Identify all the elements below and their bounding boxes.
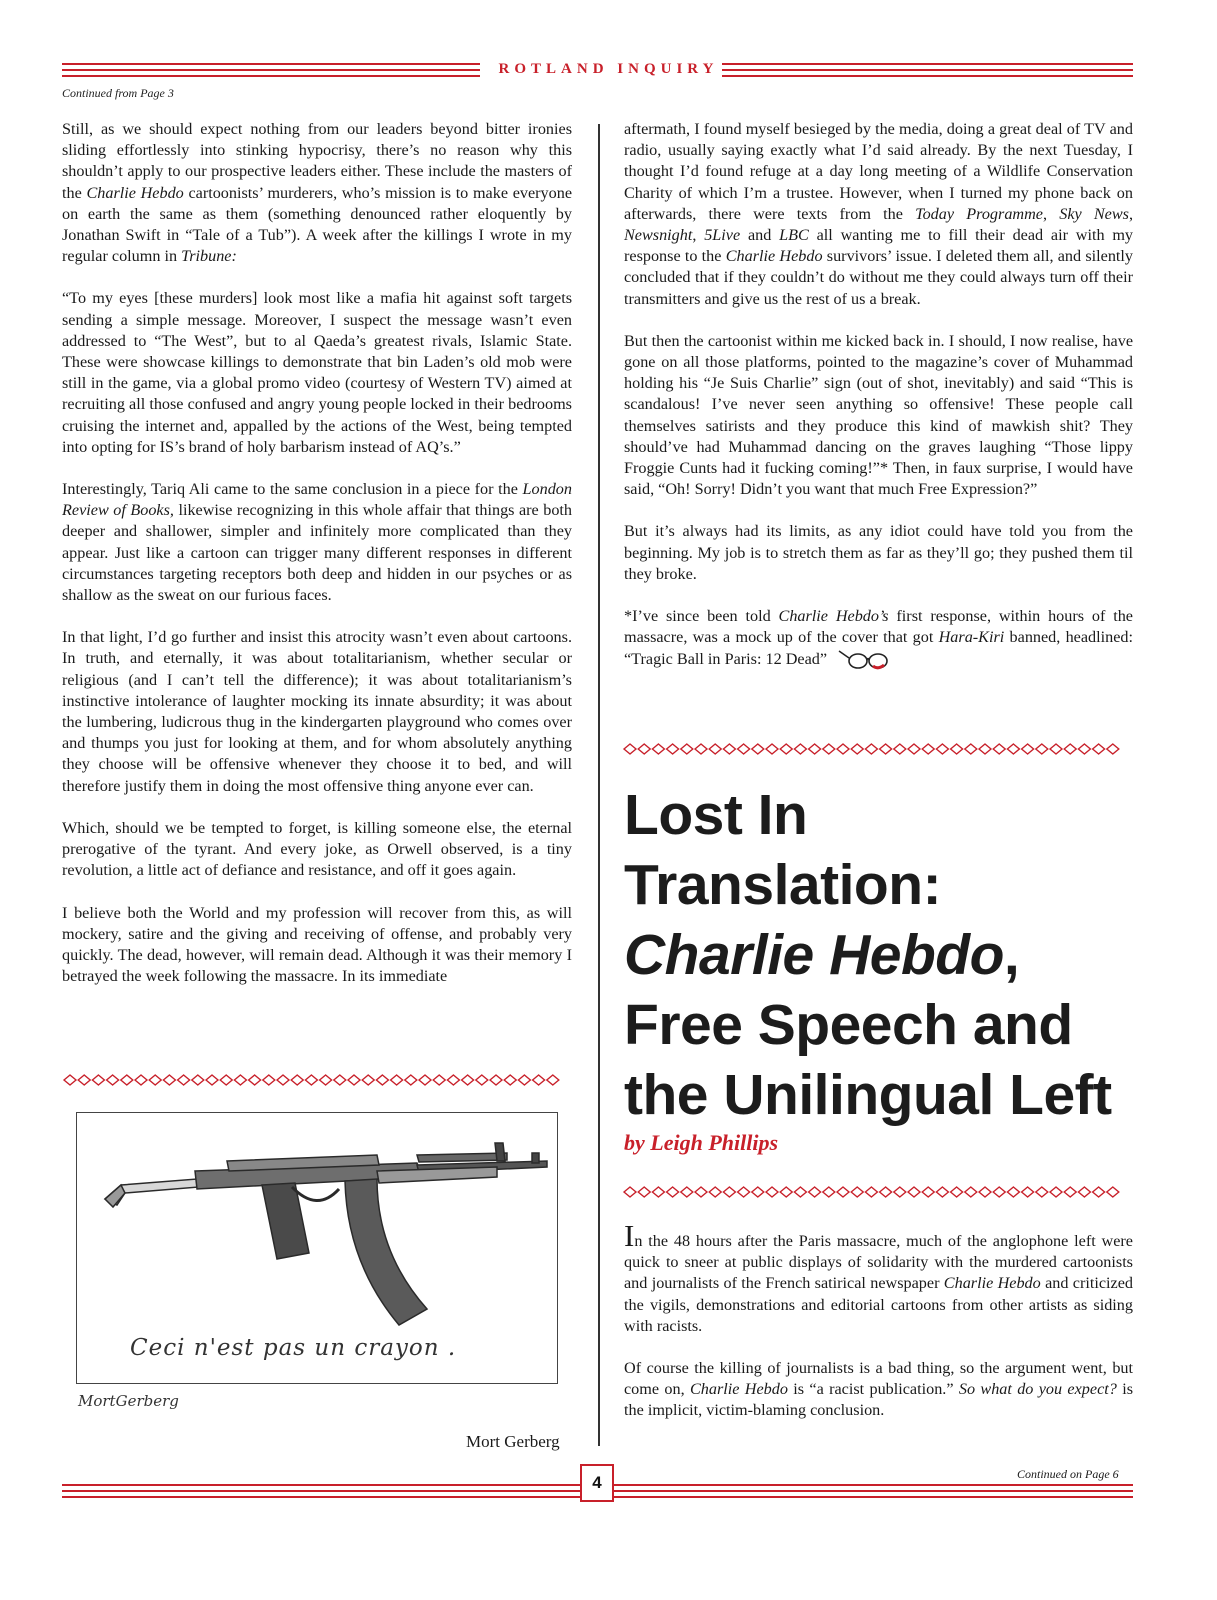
paragraph: In the 48 hours after the Paris massacre, much of the anglophone left were quick to sneer at public displays of solidarity with the murdered cartoonists and journalists of the French satirical newspaper Charlie Hebdo and criticized the vigils, demonstrations and editorial cartoons from other artists as siding with racists. [624,1218,1133,1335]
drop-cap: I [624,1218,635,1253]
left-column [62,119,572,1008]
paragraph: But then the cartoonist within me kicked back in. I should, I now realise, have gone on all those platforms, pointed to the magazine’s cover of Muhammad holding his “Je Suis Charlie” sign (out of shot, inevitably) and said “This is scandalous! I’ve never seen anything so offensive! These people call themselves satirists and they produce this kind of mawkish shit? They should’ve had Muhammad dancing on the graves laughing “Those lippy Froggie Cunts had it fucking coming!”* Then, in faux surprise, I would have said, “Oh! Sorry! Didn’t you want that much Free Expression?” [624,331,1133,499]
page-number: 4 [580,1464,614,1502]
paragraph: *I’ve since been told Charlie Hebdo’s first response, within hours of the massacre, was a mock up of the cover that got Hara-Kiri banned, headlined: “Tragic Ball in Paris: 12 Dead” [624,607,1134,669]
artist-signature: MortGerberg [78,1392,179,1410]
cartoon-caption: Ceci n'est pas un crayon . [130,1335,457,1361]
paragraph: Which, should we be tempted to forget, is killing someone else, the eternal prerogative of the tyrant. And every joke, as Orwell observed, is a tiny revolution, a little act of defiance and resistance, and off it goes again. [62,818,572,880]
paragraph: But it’s always had its limits, as any idiot could have told you from the beginning. My job is to stretch them as far as they’ll go; they pushed them til they broke. [624,522,1133,583]
paragraph: I believe both the World and my profession will recover from this, as will mockery, satire and the giving and receiving of offense, and probably very quickly. The dead, however, will remain dead. Although it was their memory I betrayed the week following the massacre. In its immediate [62,903,572,986]
paragraph: aftermath, I found myself besieged by the media, doing a great deal of TV and radio, usually saying exactly what I’d said already. By the next Tuesday, I thought I’d found refuge at a day long meeting of a Wildlife Conservation Charity of which I’m a trustee. However, when I turned my phone back on afterwards, there were texts from the Today Programme, Sky News, Newsnight, 5Live and LBC all wanting me to fill their dead air with my response to the Charlie Hebdo survivors’ issue. I deleted them all, and silently concluded that if they couldn’t do without me they could always turn off their transmitters and give us the rest of us a break. [624,120,1134,308]
paragraph: Of course the killing of journalists is a bad thing, so the argument went, but come on, Charlie Hebdo is “a racist publication.” So what do you expect? is the implicit, victim-blaming conclusion. [624,1359,1134,1420]
footer-rule-left [62,1484,580,1500]
paragraph: Interestingly, Tariq Ali came to the same conclusion in a piece for the London Review of Books, likewise recognizing in this whole affair that things are both deeper and shallower, simpler and infinitely more complicated than they appear. Just like a cartoon can trigger many different responses in different circumstances targeting receptors both deep and hidden in our psyches or as shallow as the sweat on our furious faces. [62,480,573,605]
continued-from: Continued from Page 3 [62,86,174,100]
footer-rule-right [614,1484,1133,1500]
right-column [624,119,1133,692]
continued-on: Continued on Page 6 [1017,1467,1119,1481]
paragraph: Still, as we should expect nothing from our leaders beyond bitter ironies sliding effortlessly into stinking hypocrisy, there’s no reason why this shouldn’t apply to our prospective leaders either. These include the masters of the Charlie Hebdo cartoonists’ murderers, who’s mission is to make everyone on earth the same as them (something denounced rather eloquently by Jonathan Swift in “Tale of a Tub”). A week after the killings I wrote in my regular column in Tribune: [62,120,573,266]
article-body [624,1218,1134,1443]
paragraph: “To my eyes [these murders] look most like a mafia hit against soft targets sending a simple message. Moreover, I suspect the message wasn’t even addressed to “The West”, but to al Qaeda’s greatest rivals, Islamic State. These were showcase killings to demonstrate that bin Laden’s old mob were still in the game, via a global promo video (courtesy of Western TV) aimed at recruiting all those confused and angry young people locked in their bedrooms cruising the internet and, appalled by the actions of the West, being tempted into opting for IS’s brand of holy barbarism instead of AQ’s.” [62,289,572,456]
diamond-rule-icon [622,1185,1130,1199]
diamond-rule-icon [62,1073,570,1087]
masthead: ROTLAND INQUIRY [498,61,719,77]
byline: by Leigh Phillips [624,1130,778,1155]
cartoon-credit: Mort Gerberg [466,1432,560,1451]
column-divider [598,124,600,1446]
article-headline: Lost In Translation: Charlie Hebdo, Free Speech and the Unilingual Left [624,783,1112,1127]
diamond-rule-icon [622,742,1130,756]
paragraph: In that light, I’d go further and insist this atrocity wasn’t even about cartoons. In truth, and eternally, it was about totalitarianism, whether secular or religious (and I can’t tell the difference); it was about totalitarianism’s instinctive intolerance of laughter mocking its innate absurdity; it was about the lumbering, ludicrous thug in the kindergarten playground who comes over and thumps you just for looking at them, and for whom absolutely anything they choose will be offensive whenever they choose it to bed, and will therefore justify them in doing the most offensive thing anyone ever can. [62,628,572,795]
glasses-doodle-icon [837,648,893,670]
